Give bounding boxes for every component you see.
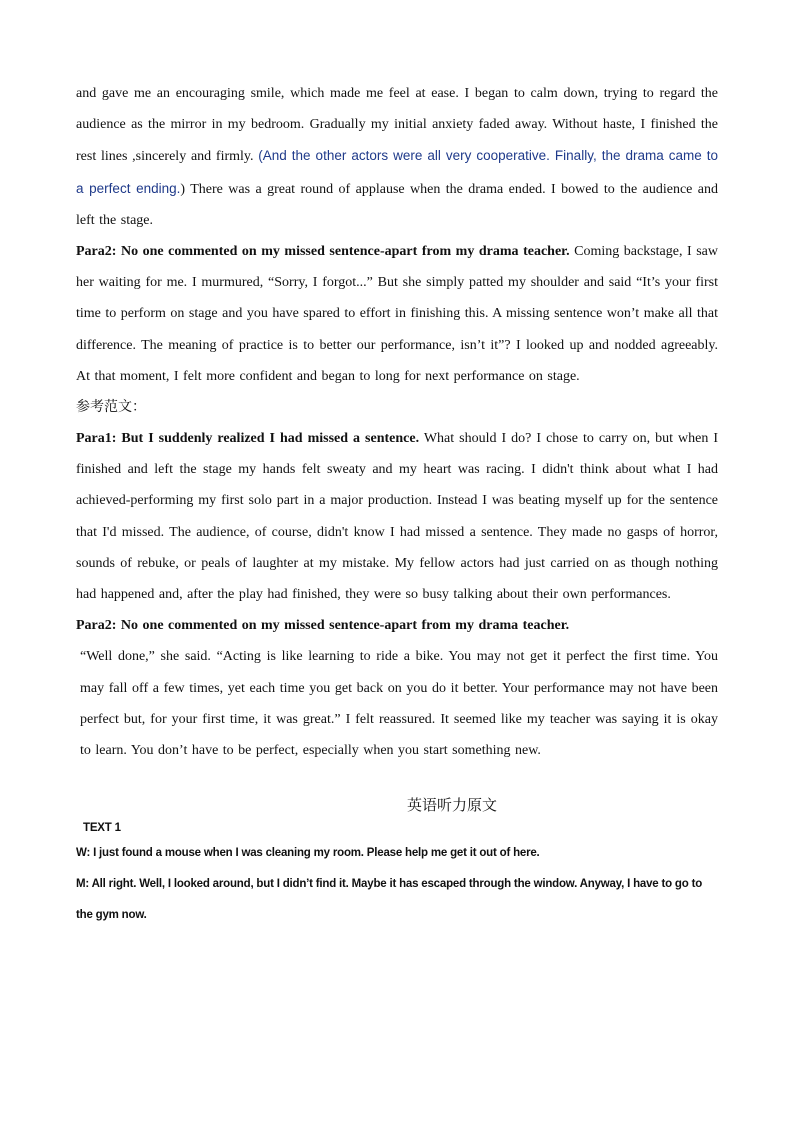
listening-line-2: M: All right. Well, I looked around, but I didn’t find it. Maybe it has escaped through the window. Anyway, I have to go to the gym now. bbox=[76, 878, 703, 922]
sample-para2-text: “Well done,” she said. “Acting is like learning to ride a bike. You may not get it perfect the first time. You may fall off a few times, yet each time you get back on you do it better. Your performance may not have been perfect but, for your first time, it was great.” I felt reassured. It seemed like my teacher was saying it is okay to learn. You don’t have to be perfect, especially when you start something new. bbox=[80, 649, 718, 759]
listening-line-1: W: I just found a mouse when I was cleaning my room. Please help me get it out of here. bbox=[76, 847, 540, 860]
para1-text-a: and gave me an encouraging smile, which made me feel at ease. I began to calm down, trying to regard the audience as the mirror in my bedroom. Gradually my initial anxiety faded away. Without haste, I finished the rest lines ,sincerely and firmly. bbox=[76, 86, 718, 165]
para1-continuation bbox=[76, 78, 718, 236]
listening-title: 英语听力原文 bbox=[406, 796, 497, 815]
para1-text-blue: (And the other actors were all very cooperative. Finally, the drama came to a perfect ending. bbox=[76, 148, 719, 196]
sample-heading: 参考范文： bbox=[76, 399, 146, 416]
sample-para1-lead: Para1: But I suddenly realized I had missed a sentence. bbox=[76, 431, 420, 447]
para1-text-b: ) There was a great round of applause when the drama ended. I bowed to the audience and left the stage. bbox=[76, 181, 719, 228]
sample-para1-text: What should I do? I chose to carry on, but when I finished and left the stage my hands felt sweaty and my heart was racing. I didn't think about what I had achieved-performing my first solo part in a major production. Instead I was beating myself up for the sentence that I'd missed. The audience, of course, didn't know I had missed a sentence. They made no gasps of horror, sounds of rebuke, or peals of laughter at my mistake. My fellow actors had just carried on as though nothing had happened and, after the play had finished, they were so busy talking about their own performances. bbox=[76, 431, 718, 603]
sample-para1 bbox=[76, 423, 718, 610]
sample-para2-lead: Para2: No one commented on my missed sentence-apart from my drama teacher. bbox=[76, 618, 570, 634]
para2-text: Coming backstage, I saw her waiting for me. I murmured, “Sorry, I forgot...” But she simply patted my shoulder and said “It’s your first time to perform on stage and you have spared to effort in finishing this. A missing sentence won’t make all that difference. The meaning of practice is to better our performance, isn’t it”? I looked up and nodded agreeably. At that moment, I felt more confident and began to long for next performance on stage. bbox=[76, 244, 719, 384]
document-page bbox=[76, 78, 718, 931]
sample-para2-lead-line bbox=[76, 610, 718, 641]
para2-lead: Para2: No one commented on my missed sentence-apart from my drama teacher. bbox=[76, 244, 570, 260]
para2-answer bbox=[76, 236, 718, 392]
listening-text-label: TEXT 1 bbox=[83, 822, 121, 835]
